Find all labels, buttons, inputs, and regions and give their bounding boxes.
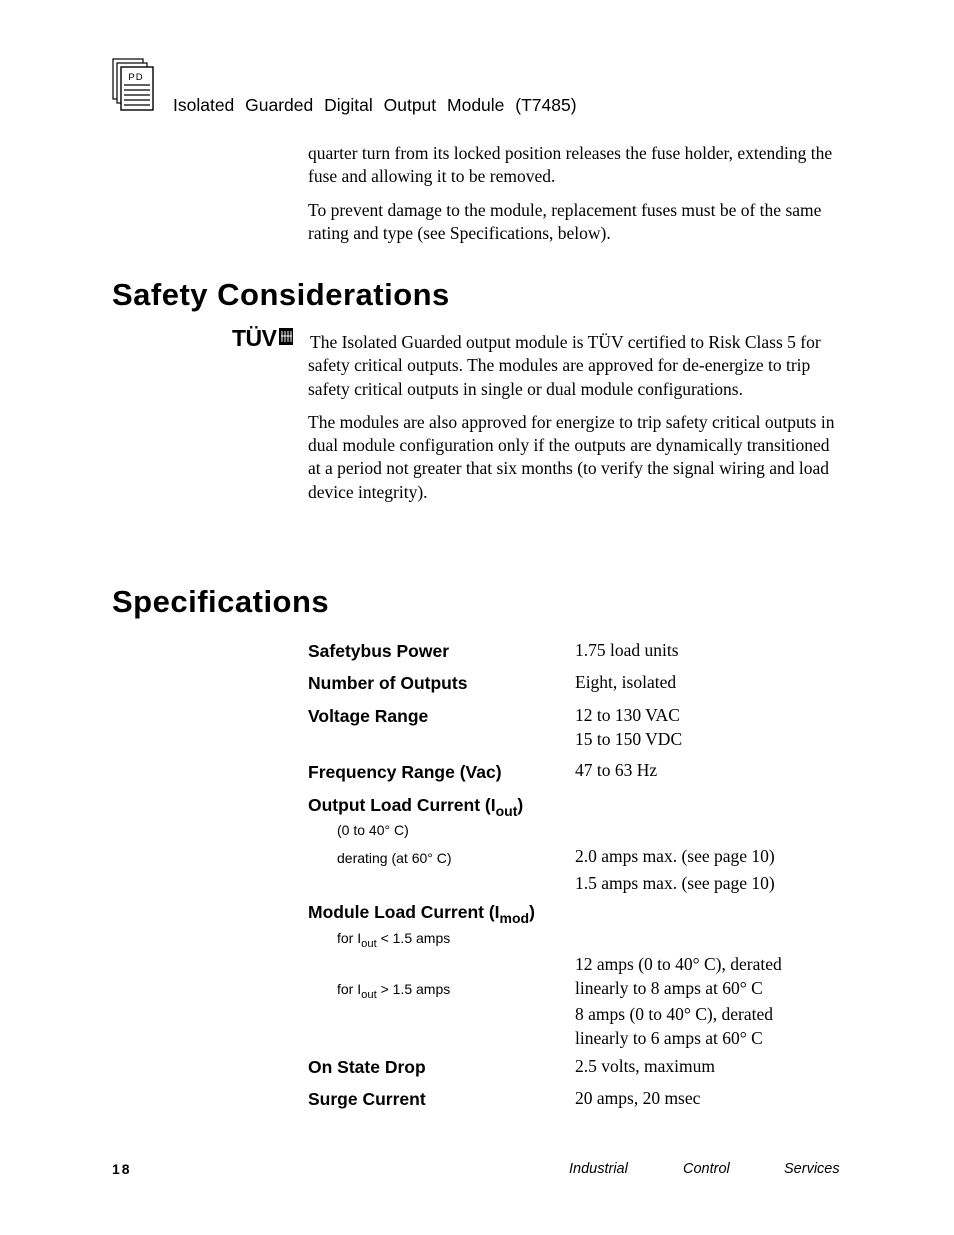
spec-sublabel-output-0-40: (0 to 40° C) xyxy=(337,822,409,838)
spec-value-voltage-range xyxy=(575,704,682,751)
spec-label-frequency-range: Frequency Range (Vac) xyxy=(308,762,502,782)
footer-word-services: Services xyxy=(784,1161,840,1177)
spec-label-output-load-current: Output Load Current $(I_{out})$ xyxy=(308,795,524,819)
spec-label-safetybus-power: Safetybus Power xyxy=(308,641,450,661)
spec-value-frequency-range: 47 to 63 Hz xyxy=(575,760,658,780)
spec-value-output-load-2: 1.5 amps max. (see page 10) xyxy=(575,873,775,893)
spec-value-on-state-drop: 2.5 volts, maximum xyxy=(575,1056,715,1076)
spec-sublabel-output-derating: derating (at 60° C) xyxy=(337,850,452,866)
spec-value-safetybus-power: 1.75 load units xyxy=(575,640,679,660)
tuv-mark-text: TÜV xyxy=(232,325,277,349)
spec-value-module-load-2: 8 amps (0 to 40° C), derated linearly to 6 amps at 60° C xyxy=(575,1004,773,1048)
spec-label-surge-current: Surge Current xyxy=(308,1089,426,1109)
spec-label-module-load-current: Module Load Current $(I_{mod})$ xyxy=(308,902,535,926)
tuv-certification-mark xyxy=(232,325,296,349)
running-head: Isolated Guarded Digital Output Module (T7485) xyxy=(173,95,577,115)
safety-section xyxy=(308,331,838,504)
page-number: 18 xyxy=(112,1161,132,1177)
intro-section xyxy=(308,142,838,245)
intro-paragraph-1: quarter turn from its locked position releases the fuse holder, extending the fuse and allowing it to be removed. xyxy=(308,143,833,187)
spec-label-on-state-drop: On State Drop xyxy=(308,1057,426,1077)
spec-value-number-of-outputs: Eight, isolated xyxy=(575,672,677,692)
spec-value-voltage-ac: 12 to 130 VAC xyxy=(575,705,680,725)
spec-sublabel-module-high: for $I_{out} > 1.5$ amps xyxy=(337,981,451,1001)
intro-paragraph-2: To prevent damage to the module, replacement fuses must be of the same rating and type (see Specifications, below). xyxy=(308,199,822,243)
safety-paragraph-2: The modules are also approved for energize to trip safety critical outputs in dual module configuration only if the outputs are dynamically transitioned at a period not greater that six months (to verify the signal wiring and load device integrity). xyxy=(308,411,835,502)
pd-document-icon xyxy=(112,58,156,112)
spec-value-voltage-dc: 15 to 150 VDC xyxy=(575,728,683,749)
spec-label-number-of-outputs: Number of Outputs xyxy=(308,673,468,693)
spec-value-module-load-1: 12 amps (0 to 40° C), derated linearly to 8 amps at 60° C xyxy=(575,954,782,998)
safety-heading: Safety Considerations xyxy=(112,277,450,312)
specifications-heading: Specifications xyxy=(112,584,330,619)
footer-word-industrial: Industrial xyxy=(569,1161,628,1177)
spec-label-voltage-range: Voltage Range xyxy=(308,706,429,726)
pd-logo-text: PD xyxy=(128,72,144,83)
safety-paragraph-1: The Isolated Guarded output module is TÜV certified to Risk Class 5 for safety critical outputs. The modules are approved for de-energize to trip safety critical outputs in single or dual module configurations. xyxy=(308,332,821,399)
spec-value-surge-current: 20 amps, 20 msec xyxy=(575,1088,701,1108)
footer-word-control: Control xyxy=(683,1161,730,1177)
spec-sublabel-module-low: for $I_{out} < 1.5$ amps xyxy=(337,930,451,950)
spec-value-output-load-1: 2.0 amps max. (see page 10) xyxy=(575,846,775,866)
